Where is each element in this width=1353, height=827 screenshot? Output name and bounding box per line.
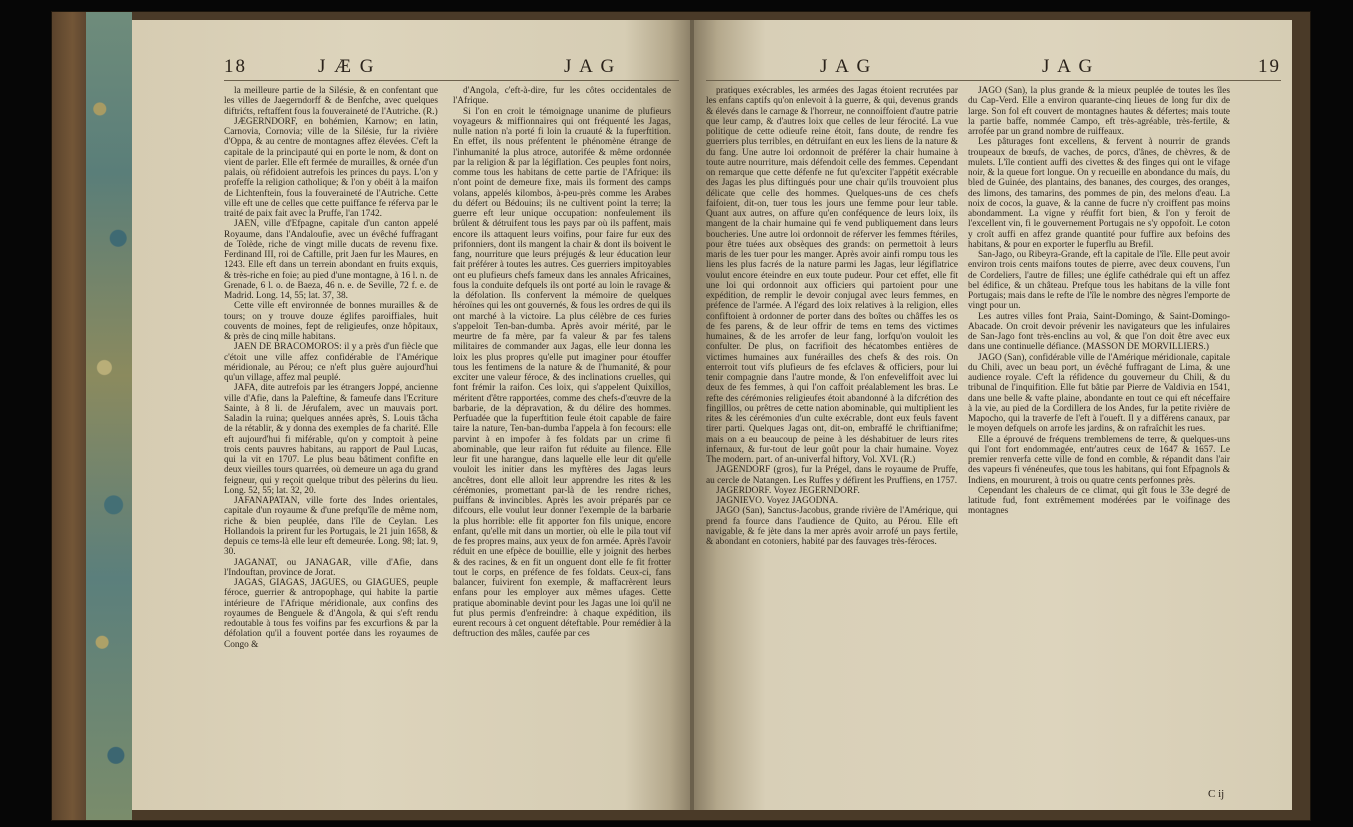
paragraph: JAGNIEVO. Voyez JAGODNA.: [716, 496, 839, 506]
right-column-1: [706, 86, 958, 816]
left-page: [132, 20, 692, 810]
header-rule: [224, 80, 679, 81]
paragraph: JÆGERNDORF, en bohémien, Karnow; en latin, Carnovia, Cornovia; ville de la Silésie, fur la rivière d'Oppa, & au centre de montagnes affez élevées. C'eft la capitale de la principauté qui en porte le nom, & dont on vient de parler. Elle eft fermée de murailles, & ornée d'un palais, où réfidoient autrefois les princes du pays. L'on y profeffe la religion catholique; & l'on y obéit à la maifon de Lichtenftein, fous la fouveraineté de l'Autriche. Cette ville eft une de celles que cette puiffance fe réferva par le traité de paix fait avec la Pruffe, l'an 1742.: [224, 116, 438, 219]
paragraph: Elle a éprouvé de fréquens tremblemens de terre, & quelques-uns qui l'ont fort endommagée, entr'autres ceux de 1647 & 1657. Le premier renverfa cette ville de fond en comble, & répandit dans l'air des vapeurs fi vénéneufes, que tous les habitans, qui font Efpagnols & Indiens, en moururent, à trois ou quatre cents perfonnes près.: [968, 434, 1230, 486]
paragraph: JAGANAT, ou JANAGAR, ville d'Afie, dans l'Indouftan, province de Jorat.: [224, 557, 438, 578]
paragraph: JAEN DE BRACOMOROS: il y a près d'un fiècle que c'étoit une ville affez confidérable de l'Amérique méridionale, au Pérou; ce n'eft plus guère aujourd'hui qu'un village, affez mal peuplé.: [224, 342, 438, 383]
right-running-head: J A G: [1042, 56, 1095, 77]
paragraph: JAFANAPATAN, ville forte des Indes orientales, capitale d'un royaume & d'une prefqu'île de même nom, riche & bien peuplée, dans l'île de Ceylan. Les Hollandois la prirent fur les Portugais, le 21 juin 1658, & depuis ce tems-là elle leur eft demeurée. Long. 98; lat. 9, 30.: [224, 496, 438, 558]
paragraph: JAEN, ville d'Efpagne, capitale d'un canton appelé Royaume, dans l'Andaloufie, avec un évêché fuffragant de Tolède, riche de vingt mille ducats de revenu fixe. Ferdinand III, roi de Caftille, prit Jaen fur les Maures, en 1243. Elle eft dans un terrein abondant en fruits exquis, & très-riche en foie; au pied d'une montagne, à 16 l. n. de Grenade, 6 l. o. de Baeza, 46 n. e. de Seville, 72 f. e. de Madrid. Long. 14, 55; lat. 37, 38.: [224, 219, 438, 301]
book-cover-edge: [52, 12, 132, 820]
left-running-head-2: J A G: [564, 56, 617, 77]
paragraph: Les autres villes font Praia, Saint-Domingo, & Saint-Domingo-Abacade. On croit devoir prévenir les navigateurs que les infulaires de San-Jago font très-enclins au vol, & que l'on doit être avec eux dans une continuelle défiance. (MASSON DE MORVILLIERS.): [968, 311, 1230, 353]
leather-spine-strip: [52, 12, 86, 820]
paragraph: JAFA, dite autrefois par les étrangers Joppé, ancienne ville d'Afie, dans la Paleftine, & fameufe dans l'Ecriture Sainte, à 8 li. de Jérufalem, avec un mauvais port. Saladin la ruina; quelques années après, S. Louis tâcha de la rétablir, & y donna des exemples de fa charité. Elle eft aujourd'hui fi miférable, qu'on y comptoit à peine trois cents pauvres habitans, au rapport de Paul Lucas, qui la vit en 1707. Le plus beau bâtiment confifte en deux vieilles tours quarrées, où demeure un aga du grand feigneur, qui y reçoit quelque tribut des pèlerins du lieu. Long. 52, 55; lat. 32, 20.: [224, 383, 438, 496]
paragraph: JAGERDORF. Voyez JEGERNDORF.: [716, 485, 860, 496]
right-column-2: [968, 86, 1230, 802]
right-page: [694, 20, 1292, 810]
left-page-number: 18: [224, 56, 247, 77]
right-page-header: [694, 56, 1292, 84]
marbled-endpaper-strip: [86, 12, 132, 820]
paragraph: San-Jago, ou Ribeyra-Grande, eft la capitale de l'île. Elle peut avoir environ trois cents maifons toutes de pierre, avec deux couvens, l'un de Cordeliers, l'autre de filles; une églife cathédrale qui eft un affez bel édifice, & un château. Prefque tous les habitans de la ville font Portugais; mais dans le refte de l'île le nombre des nègres l'emporte de vingt pour un.: [968, 250, 1230, 312]
paragraph: JAGO (San), la plus grande & la mieux peuplée de toutes les îles du Cap-Verd. Elle a environ quarante-cinq lieues de long fur dix de large. Son fol eft couvert de montagnes hautes & défertes; mais toute la partie baffe, nommée Campo, eft très-agréable, très-fertile, & arrofée par un grand nombre de ruiffeaux.: [968, 86, 1230, 137]
header-rule: [706, 80, 1281, 81]
paragraph: Cependant les chaleurs de ce climat, qui gît fous le 33e degré de latitude fud, font extrêmement modérées par le voifinage des montagnes: [968, 485, 1230, 517]
left-column-2: [453, 86, 671, 816]
paragraph: JAGO (San), Sanctus-Jacobus, grande rivière de l'Amérique, qui prend fa fource dans l'audience de Quito, au Pérou. Elle eft navigable, & fe jète dans la mer après avoir arrofé un pays fertile, & abondant en cotoniers, habité par des fauvages très-féroces.: [706, 506, 958, 547]
paragraph: pratiques exécrables, les armées des Jagas étoient recrutées par les enfans captifs qu'on enlevoit à la guerre, & qui, devenus grands & élevés dans le carnage & l'horreur, ne connoiffoient d'autre patrie que leur camp, & d'autres loix que celles de leur férocité. La vue politique de cette odieufe reine étoit, fans doute, de rendre fes guerriers plus terribles, en détruifant en eux les liens de la nature & du fang. Une autre loi ordonnoit de préférer la chair humaine à toute autre nourriture, mais défendoit celle des femmes. Cependant on remarque que cette défenfe ne fut qu'exciter l'appétit exécrable des Jagas les plus diftingués pour une chair qu'ils trouvoient plus délicate que celle des hommes. Quelques-uns de ces chefs faifoient, dit-on, tuer tous les jours une femme pour leur table. Quant aux autres, on affure qu'en conféquence de leurs loix, ils mangent de la chair humaine qui fe vend publiquement dans leurs boucheries. Une autre loi ordonnoit de réferver les femmes ftériles, pour être tuées aux obsèques des grands: on permettoit à leurs maris de les tuer pour les manger. Après avoir ainfi rompu tous les liens les plus facrés de la nature parmi les Jagas, leur légiflatrice voulut encore éteindre en eux toute pudeur. Pour cet effet, elle fit une loi qui ordonnoit aux officiers qui partoient pour une expédition, de remplir le devoir conjugal avec leurs femmes, en préfence de l'armée. A l'égard des loix relatives à la religion, elles confiftoient à ordonner de porter dans des boîtes ou châffes les os de fes parens, & de leur offrir de tems en tems des victimes humaines, & de les arrofer de leur fang, lorfqu'on vouloit les confulter. De plus, on facrifioit des hécatombes entières de victimes humaines aux funérailles des chefs & des rois. On enterroit tout vifs plufieurs de fes efclaves & officiers, pour lui tenir compagnie dans l'autre monde, & l'on enfeveliffoit avec lui deux de fes femmes, à qui l'on caffoit préalablement les bras. Le refte des cérémonies religieufes étoit abandonné à la difcrétion des fingilllos, ou prêtres de cette nation abominable, qui multiplient les rites & les cérémonies d'un culte exécrable, dont eux feuls favent tirer parti. Quelques Jagas ont, dit-on, embraffé le chriftianifme; mais on a eu beaucoup de peine à les déshabituer de leurs rites infernaux, & fur-tout de leur goût pour la chair humaine. Voyez The modern. part. of an-univerfal hiftory, Vol. XVI. (R.): [706, 86, 958, 465]
signature-mark: C ij: [1208, 788, 1225, 800]
paragraph: Si l'on en croit le témoignage unanime de plufieurs voyageurs & miffionnaires qui ont fréquenté les Jagas, nulle nation n'a porté fi loin la cruauté & la fuperftition. En effet, ils nous préfentent le phénomène étrange de l'inhumanité la plus atroce, autorifée & même ordonnée par la religion & par la légiflation. Ces peuples font noirs, comme tous les habitans de cette partie de l'Afrique: ils n'ont point de demeure fixe, mais ils forment des camps volans, appelés kilombos, à-peu-près comme les Arabes du défert ou Bédouins; ils ne cultivent point la terre; la guerre eft leur unique occupation: nonfeulement ils brûlent & détruifent tous les pays par où ils paffent, mais encore ils attaquent leurs voifins, pour faire fur eux des prifonniers, dont ils mangent la chair & dont ils boivent le fang, nourriture que leurs préjugés & leur éducation leur fait préférer à toutes les autres. Ces guerriers impitoyables ont eu plufieurs chefs fameux dans les annales Africaines, fous la conduite defquels ils ont porté au loin le ravage & la défolation. Ils confervent la mémoire de quelques héroïnes qui les ont gouvernés, & fous les ordres de qui ils ont marché à la victoire. La plus célèbre de ces furies s'appeloit Ten-ban-dumba. Après avoir mérité, par le meurtre de fa mère, par fa valeur & par fes talens militaires de commander aux Jagas, elle leur donna les loix les plus propres qu'elle put imaginer pour étouffer tous les fentimens de la nature & de l'humanité, & pour exciter une valeur féroce, & des inclinations cruelles, qui font frémir la raifon. Ces loix, qui s'appelent Quixillos, méritent d'être rapportées, comme des chefs-d'œuvre de la barbarie, de la dépravation, & du délire des hommes. Perfuadée que la fuperftition feule étoit capable de faire taire la nature, Ten-ban-dumba l'appela à fon fecours: elle parvint à en impofer à fes foldats par un crime fi abominable, que leur raifon fut réduite au filence. Elle leur fit une harangue, dans laquelle elle leur dit qu'elle vouloit les initier dans les myftères des Jagas leurs ancêtres, dont elle alloit leur apprendre les rites & les cérémonies, promettant par-là de les rendre riches, puiffans & invincibles. Après les avoir préparés par ce difcours, elle voulut leur donner l'exemple de la barbarie la plus horrible: elle fit apporter fon fils unique, encore enfant, qu'elle mit dans un mortier, où elle le pila tout vif de fes propres mains, aux yeux de fon armée. Après l'avoir réduit en une efpèce de bouillie, elle y joignit des herbes & des racines, & en fit un onguent dont elle fe fit frotter tout le corps, en préfence de fes foldats. Ceux-ci, fans balancer, fuivirent fon exemple, & maffacrèrent leurs enfans pour les employer aux mêmes ufages. Cette pratique abominable devint pour les Jagas une loi qu'il ne fut plus permis d'enfreindre: à chaque expédition, ils eurent recours à cet onguent déteftable. Pour remédier à la deftruction des mâles, caufée par ces: [453, 106, 671, 640]
paragraph: d'Angola, c'eft-à-dire, fur les côtes occidentales de l'Afrique.: [453, 86, 671, 107]
paragraph: JAGENDORF (gros), fur la Prégel, dans le royaume de Pruffe, au cercle de Natangen. Les Ruffes y défirent les Pruffiens, en 1757.: [706, 465, 958, 486]
paragraph: Les pâturages font excellens, & fervent à nourrir de grands troupeaux de bœufs, de vaches, de porcs, d'ânes, de chèvres, & de mulets. L'île contient auffi des civettes & des finges qui ont le vifage noir, & la queue fort longue. On y recueille en abondance du maïs, du bled de Guinée, des plantains, des bananes, des courges, des oranges, des limons, des tamarins, des pommes de pin, des melons d'eau. La noix de cocos, la guave, & la canne de fucre n'y croiffent pas moins abondamment. La vigne y réuffit fort bien, & l'on y feroit de l'excellent vin, fi le gouvernement Portugais ne s'y oppofoit. Le coton y croît auffi en affez grande quantité pour fuffire aux befoins des habitans, & pour en exporter le fuperflu au Brefil.: [968, 137, 1230, 250]
left-running-head: J Æ G: [318, 56, 376, 77]
paragraph: JAGO (San), confidérable ville de l'Amérique méridionale, capitale du Chili, avec un beau port, un évêché fuffragant de Lima, & une audience royale. C'eft la réfidence du gouverneur du Chili, & du tribunal de l'inquifition. Elle fut bâtie par Pierre de Valdivia en 1541, dans une belle & vafte plaine, abondante en tout ce qui eft néceffaire à la vie, au pied de la Cordillera de los Andes, fur la petite rivière de Mapocho, qui la traverfe de l'eft à l'oueft. Il y a différens canaux, par le moyen defquels on arrofe les jardins, & on rafraîchit les rues.: [968, 352, 1230, 435]
paragraph: Cette ville eft environnée de bonnes murailles & de tours; on y trouve douze églifes paroiffiales, huit couvents de moines, fept de religieufes, onze hôpitaux, & près de cinq mille habitans.: [224, 301, 438, 342]
right-page-number: 19: [1258, 56, 1281, 77]
paragraph: la meilleure partie de la Silésie, & en confentant que les villes de Jaegerndorff & de Benfche, avec quelques diftrićts, reftaffent fous la fouveraineté de l'Autriche. (R.): [224, 86, 438, 117]
left-column-1: [224, 86, 438, 816]
paragraph: JAGAS, GIAGAS, JAGUES, ou GIAGUES, peuple féroce, guerrier & antropophage, qui habite la partie intérieure de l'Afrique méridionale, aux confins des royaumes de Benguele & d'Angola, & qui s'eft rendu redoutable à tous fes voifins par fes excurfions & par la défolation qu'il a fouvent portée dans les royaumes de Congo &: [224, 578, 438, 650]
left-page-header: [132, 56, 692, 84]
right-running-head-1: J A G: [820, 56, 873, 77]
